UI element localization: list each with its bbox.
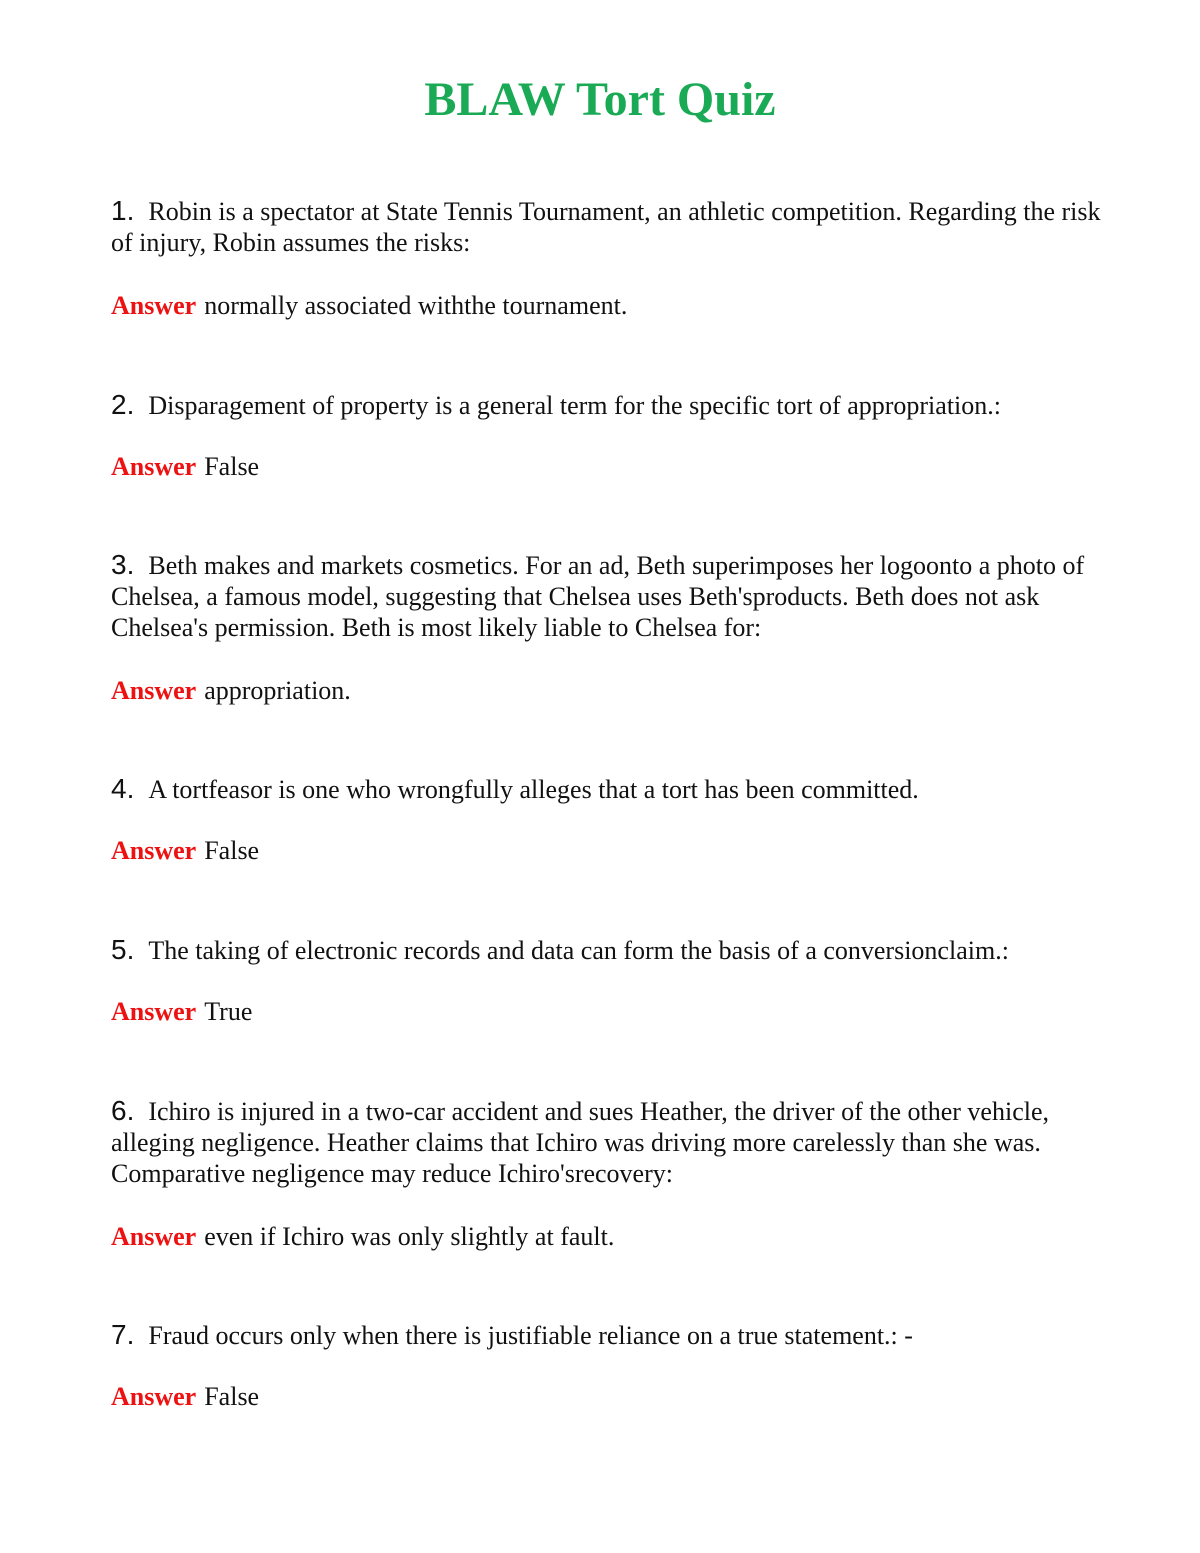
question-number: 2. xyxy=(111,389,135,420)
question-text xyxy=(111,389,1111,421)
answer-value: False xyxy=(204,836,260,865)
question-body: A tortfeasor is one who wrongfully alleges that a tort has been committed. xyxy=(148,775,919,804)
answer-label: Answer xyxy=(111,676,197,705)
answer-value: even if Ichiro was only slightly at fault. xyxy=(204,1222,615,1251)
question-number: 3. xyxy=(111,549,135,580)
answer-label: Answer xyxy=(111,291,197,320)
question-body: Ichiro is injured in a two-car accident and sues Heather, the driver of the other vehicle, alleging negligence. Heather claims that Ichiro was driving more carelessly than she was. Comparative negligence may reduce Ichiro'srecovery: xyxy=(111,1097,1050,1188)
answer-value: normally associated withthe tournament. xyxy=(204,291,628,320)
question-body: Disparagement of property is a general term for the specific tort of appropriation.: xyxy=(148,391,1001,420)
answer-value: appropriation. xyxy=(204,676,351,705)
question-number: 6. xyxy=(111,1095,135,1126)
answer-line xyxy=(111,996,252,1027)
answer-line xyxy=(111,675,351,706)
question-text xyxy=(111,1095,1111,1189)
answer-label: Answer xyxy=(111,997,197,1026)
answer-label: Answer xyxy=(111,1382,197,1411)
question-text xyxy=(111,195,1111,258)
page-title: BLAW Tort Quiz xyxy=(424,73,776,126)
question-6 xyxy=(111,1095,1111,1251)
question-number: 4. xyxy=(111,773,135,804)
answer-value: False xyxy=(204,452,260,481)
question-number: 5. xyxy=(111,934,135,965)
question-7 xyxy=(111,1319,1111,1411)
question-2 xyxy=(111,389,1111,481)
answer-value: False xyxy=(204,1382,260,1411)
question-3 xyxy=(111,549,1111,705)
answer-line xyxy=(111,1381,259,1412)
question-text xyxy=(111,1319,1111,1351)
question-text xyxy=(111,773,1111,805)
answer-line xyxy=(111,835,259,866)
question-body: Fraud occurs only when there is justifiable reliance on a true statement.: - xyxy=(148,1321,913,1350)
question-number: 7. xyxy=(111,1319,135,1350)
question-text xyxy=(111,549,1111,643)
question-5 xyxy=(111,934,1111,1026)
question-1 xyxy=(111,195,1111,320)
answer-label: Answer xyxy=(111,836,197,865)
question-number: 1. xyxy=(111,195,135,226)
question-text xyxy=(111,934,1111,966)
question-4 xyxy=(111,773,1111,865)
answer-value: True xyxy=(204,997,253,1026)
question-body: The taking of electronic records and data can form the basis of a conversionclaim.: xyxy=(148,936,1009,965)
answer-label: Answer xyxy=(111,1222,197,1251)
answer-line xyxy=(111,290,627,321)
answer-line xyxy=(111,451,259,482)
question-body: Robin is a spectator at State Tennis Tournament, an athletic competition. Regarding the risk of injury, Robin assumes the risks: xyxy=(111,197,1101,257)
answer-label: Answer xyxy=(111,452,197,481)
question-body: Beth makes and markets cosmetics. For an ad, Beth superimposes her logoonto a photo of Chelsea, a famous model, suggesting that Chelsea uses Beth'sproducts. Beth does not ask Chelsea's permission. Beth is most likely liable to Chelsea for: xyxy=(111,551,1085,642)
answer-line xyxy=(111,1221,614,1252)
